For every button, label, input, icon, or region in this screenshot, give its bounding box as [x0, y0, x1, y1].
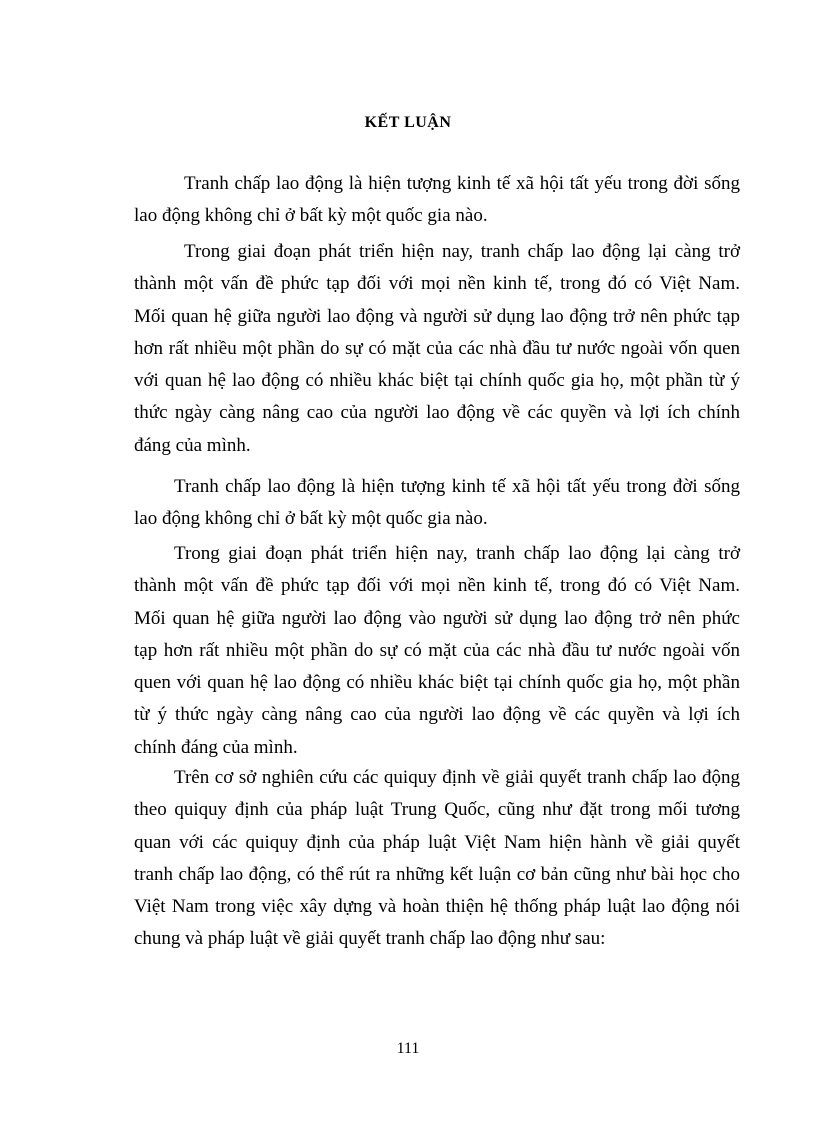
paragraph-4 [134, 538, 740, 764]
paragraph-1 [134, 168, 740, 233]
text-line: Tranh chấp lao động là hiện tượng kinh tế xã hội tất yếu trong đời sống [184, 173, 740, 194]
text-line: lao động không chỉ ở bất kỳ một quốc gia nào. [134, 508, 488, 530]
text-line: thức ngày càng nâng cao của người lao động về các quyền và lợi ích chính [134, 402, 740, 424]
text-line: Trong giai đoạn phát triển hiện nay, tranh chấp lao động lại càng trở [174, 543, 740, 564]
paragraph-3 [134, 471, 740, 536]
text-line: Mối quan hệ giữa người lao động vào người sử dụng lao động trở nên phức [134, 607, 740, 629]
text-line: từ ý thức ngày càng nâng cao của người lao động về các quyền và lợi ích [134, 704, 740, 726]
paragraph-2 [134, 236, 740, 462]
text-line: lao động không chỉ ở bất kỳ một quốc gia nào. [134, 205, 488, 227]
page-number: 111 [396, 1040, 420, 1057]
text-line: tạp hơn rất nhiều một phần do sự có mặt của các nhà đầu tư nước ngoài vốn [134, 639, 740, 661]
text-line: theo quiquy định của pháp luật Trung Quốc, cũng như đặt trong mối tương [134, 799, 740, 821]
paragraph-5 [134, 762, 740, 956]
text-line: với quan hệ lao động có nhiều khác biệt tại chính quốc gia họ, một phần từ ý [134, 370, 740, 392]
text-line: tranh chấp lao động, có thể rút ra những kết luận cơ bản cũng như bài học cho [134, 863, 740, 885]
text-line: Trong giai đoạn phát triển hiện nay, tranh chấp lao động lại càng trở [184, 241, 740, 262]
text-line: chính đáng của mình. [134, 736, 298, 758]
text-line: Tranh chấp lao động là hiện tượng kinh tế xã hội tất yếu trong đời sống [174, 476, 740, 497]
text-line: hơn rất nhiều một phần do sự có mặt của các nhà đầu tư nước ngoài vốn quen [134, 337, 740, 359]
text-line: thành một vấn đề phức tạp đối với mọi nền kinh tế, trong đó có Việt Nam. [134, 575, 740, 597]
text-line: chung và pháp luật về giải quyết tranh chấp lao động như sau: [134, 928, 606, 950]
text-line: Việt Nam trong việc xây dựng và hoàn thiện hệ thống pháp luật lao động nói [134, 896, 740, 918]
text-line: thành một vấn đề phức tạp đối với mọi nền kinh tế, trong đó có Việt Nam. [134, 273, 740, 295]
text-line: đáng của mình. [134, 434, 251, 456]
text-line: quen với quan hệ lao động có nhiều khác biệt tại chính quốc gia họ, một phần [134, 672, 740, 694]
text-line: quan với các quiquy định của pháp luật Việt Nam hiện hành về giải quyết [134, 831, 740, 853]
text-line: Mối quan hệ giữa người lao động và người sử dụng lao động trở nên phức tạp [134, 305, 740, 327]
page-title: KẾT LUẬN [364, 114, 452, 131]
text-line: Trên cơ sở nghiên cứu các quiquy định về giải quyết tranh chấp lao động [174, 767, 740, 788]
